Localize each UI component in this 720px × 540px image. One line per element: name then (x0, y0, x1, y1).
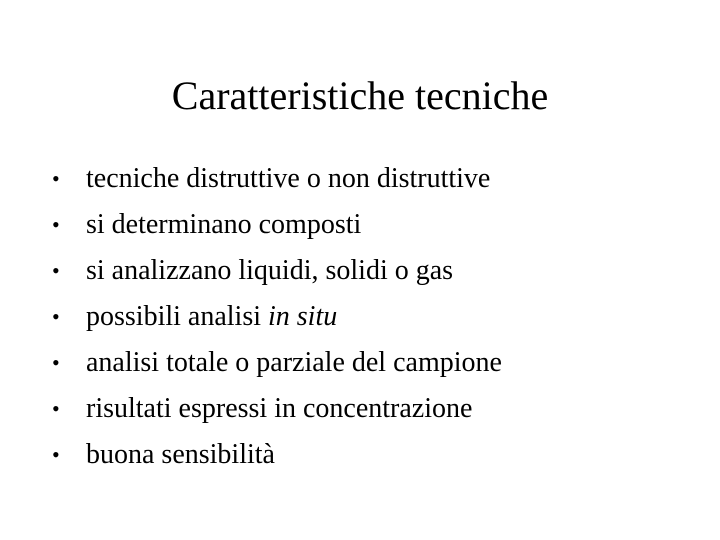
bullet-icon: • (52, 304, 60, 329)
bullet-text-italic: in situ (268, 301, 338, 332)
bullet-icon: • (52, 396, 60, 421)
bullet-icon: • (52, 442, 60, 467)
bullet-text: risultati espressi in concentrazione (86, 393, 473, 424)
bullet-icon: • (52, 212, 60, 237)
bullet-icon: • (52, 166, 60, 191)
bullet-icon: • (52, 258, 60, 283)
bullet-text: si analizzano liquidi, solidi o gas (86, 255, 454, 286)
slide-title: Caratteristiche tecniche (171, 73, 549, 118)
bullet-icon: • (52, 350, 60, 375)
bullet-text-regular: possibili analisi (86, 301, 268, 332)
bullet-text: si determinano composti (86, 209, 362, 240)
bullet-text: tecniche distruttive o non distruttive (86, 163, 491, 194)
bullet-text: analisi totale o parziale del campione (86, 347, 502, 378)
bullet-text-with-italic (86, 299, 337, 335)
bullet-text: buona sensibilità (86, 439, 275, 470)
